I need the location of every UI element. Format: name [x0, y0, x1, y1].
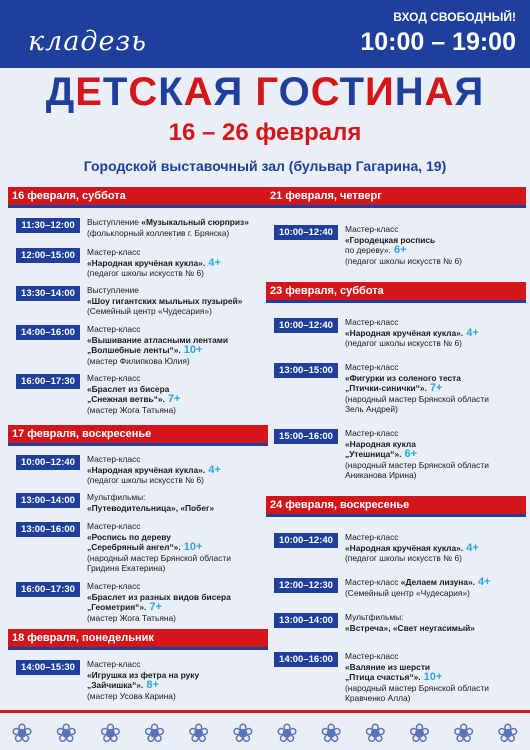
event-line: (мастер Жога Татьяна)	[87, 612, 176, 623]
event-line: Мастер-класс	[87, 373, 141, 383]
event-line: Зель Андрей)	[345, 404, 398, 414]
time-badge: 14:00–15:30	[16, 660, 80, 675]
age-rating: 7+	[426, 382, 443, 394]
event-line: «Фигурки из соленого теста	[345, 372, 461, 383]
event-line: „Серебряный ангел“». 10+	[87, 541, 203, 553]
event-line: «Народная кручёная кукла». 4+	[345, 326, 479, 339]
event-line: по дереву». 6+	[345, 244, 407, 256]
event-line: Мастер-класс	[345, 224, 399, 234]
day-header: 17 февраля, воскресенье	[8, 425, 268, 443]
event-line: (Семейный центр «Чудесария»)	[87, 306, 212, 316]
time-badge: 10:00–12:40	[274, 318, 338, 333]
event-line: „Птички-синички“». 7+	[345, 382, 443, 394]
title-letter: А	[183, 70, 214, 114]
free-entry-label: ВХОД СВОБОДНЫЙ!	[393, 10, 516, 24]
footer-icons	[0, 718, 530, 749]
age-rating: 4+	[205, 463, 221, 476]
event-line: Мастер-класс	[345, 362, 399, 372]
event-line: „Геометрия“». 7+	[87, 601, 162, 613]
day-header: 21 февраля, четверг	[266, 187, 526, 205]
snowflake-icon: ❀	[99, 718, 122, 748]
event-description	[87, 521, 231, 574]
time-badge: 16:00–17:30	[16, 374, 80, 389]
time-badge: 12:00–12:30	[274, 578, 338, 593]
event-description	[87, 324, 228, 366]
event-line: «Городецкая роспись	[345, 234, 436, 245]
event-line: (народный мастер Брянской области	[345, 393, 489, 404]
title-letter: О	[278, 70, 311, 114]
time-badge: 14:00–16:00	[16, 325, 80, 340]
event-line: «Шоу гигантских мыльных пузырей»	[87, 295, 243, 306]
event-description	[345, 577, 491, 598]
event-description	[87, 581, 231, 623]
header-banner	[0, 0, 530, 68]
title-letter: Е	[75, 70, 103, 114]
title-letter: И	[365, 70, 395, 114]
event-line: «Встреча», «Свет неугасимый»	[345, 622, 475, 633]
bird-icon: ❀	[11, 718, 33, 748]
event-description	[345, 651, 489, 704]
cat-icon: ❀	[55, 718, 78, 748]
age-rating: 4+	[475, 576, 491, 588]
angel-icon: ❀	[187, 718, 210, 748]
event-line: «Народная кручёная кукла». 4+	[87, 463, 221, 476]
bird-icon: ❀	[452, 718, 475, 748]
event-line: (мастер Усова Карина)	[87, 690, 176, 701]
footer-stripe	[0, 710, 530, 714]
title-letter: Н	[394, 70, 425, 114]
opening-hours: 10:00 – 19:00	[360, 28, 516, 56]
event-line: «Браслет из бисера	[87, 383, 170, 394]
logo: кладезь	[28, 26, 147, 57]
title-letter: Я	[213, 70, 244, 114]
title-letter: С	[128, 70, 159, 114]
page-title	[0, 70, 530, 115]
flower-icon: ❀	[320, 718, 343, 748]
age-rating: 4+	[463, 541, 479, 554]
day-header: 16 февраля, суббота	[8, 187, 268, 205]
fish-icon: ❀	[496, 718, 519, 748]
event-line: «Валяние из шерсти	[345, 661, 431, 672]
event-line: Выступление «Музыкальный сюрприз»	[87, 217, 249, 227]
time-badge: 13:00–15:00	[274, 363, 338, 378]
title-letter	[243, 70, 255, 114]
title-letter: Т	[339, 70, 366, 114]
event-description	[87, 492, 214, 513]
event-description	[87, 217, 249, 238]
event-description	[87, 454, 221, 486]
event-line: «Народная кукла	[345, 438, 416, 449]
event-line: „Зайчишка“». 8+	[87, 679, 159, 691]
age-rating: 4+	[205, 256, 221, 269]
age-rating: 8+	[143, 679, 159, 691]
age-rating: 7+	[146, 601, 162, 613]
event-line: Кравченко Алла)	[345, 693, 411, 703]
event-line: «Игрушка из фетра на руку	[87, 669, 200, 680]
event-line: (педагог школы искусств № 6)	[345, 553, 462, 563]
event-line: Мастер-класс	[345, 651, 399, 661]
event-line: Мастер-класс	[87, 454, 141, 464]
event-line: Аниканова Ирина)	[345, 470, 417, 480]
day-header: 18 февраля, понедельник	[8, 629, 268, 647]
event-line: (педагог школы искусств № 6)	[87, 268, 204, 278]
venue: Городской выставочный зал (бульвар Гагарина, 19)	[83, 158, 447, 174]
event-line: «Народная кручёная кукла». 4+	[345, 541, 479, 554]
event-description	[345, 428, 489, 481]
event-description	[345, 612, 475, 633]
time-badge: 10:00–12:40	[16, 455, 80, 470]
event-line: Мастер-класс	[87, 324, 141, 334]
event-line: „Волшебные ленты“». 10+	[87, 344, 203, 356]
day-header: 24 февраля, воскресенье	[266, 496, 526, 514]
event-line: «Народная кручёная кукла». 4+	[87, 256, 221, 269]
event-line: «Браслет из разных видов бисера	[87, 591, 231, 602]
age-rating: 10+	[180, 344, 203, 356]
title-letter: Д	[45, 70, 76, 114]
horse-icon: ❀	[364, 718, 387, 748]
age-rating: 10+	[180, 541, 203, 553]
event-line: (народный мастер Брянской области	[345, 682, 489, 693]
event-line: «Путеводительница», «Побег»	[87, 502, 215, 513]
bird-icon: ❀	[231, 718, 254, 748]
event-description	[87, 659, 199, 701]
event-line: Мастер-класс	[87, 581, 141, 591]
doll-icon: ❀	[276, 718, 298, 748]
event-line: Мастер-класс	[87, 521, 141, 531]
event-line: Гридина Екатерина)	[87, 563, 166, 573]
time-badge: 12:00–15:00	[16, 248, 80, 263]
event-line: «Вышивание атласными лентами	[87, 334, 229, 345]
event-line: Выступление	[87, 285, 139, 295]
time-badge: 10:00–12:40	[274, 225, 338, 240]
title-letter: С	[310, 70, 340, 114]
event-dates: 16 – 26 февраля	[168, 119, 362, 146]
angel-icon: ❀	[408, 718, 431, 748]
event-description	[87, 285, 242, 317]
teapot-icon: ❀	[143, 718, 166, 748]
event-line: Мастер-класс	[345, 317, 399, 327]
footer-decoration	[0, 710, 530, 750]
time-badge: 13:00–16:00	[16, 522, 80, 537]
age-rating: 4+	[463, 326, 479, 339]
time-badge: 10:00–12:40	[274, 533, 338, 548]
event-line: (педагог школы искусств № 6)	[345, 338, 462, 348]
title-letter: К	[158, 70, 184, 114]
event-line: Мультфильмы:	[345, 612, 404, 622]
title-letter: Я	[454, 70, 485, 114]
event-description	[345, 317, 479, 349]
time-badge: 15:00–16:00	[274, 429, 338, 444]
time-badge: 14:00–16:00	[274, 652, 338, 667]
event-line: Мастер-класс «Делаем лизуна». 4+	[345, 576, 491, 588]
event-line: Мастер-класс	[345, 532, 399, 542]
event-line: „Птица счастья“». 10+	[345, 671, 443, 683]
event-line: „Утешница“». 6+	[345, 448, 418, 460]
age-rating: 6+	[401, 448, 418, 460]
event-line: (мастер Филипкова Юлия)	[87, 355, 190, 366]
time-badge: 13:00–14:00	[274, 613, 338, 628]
day-header: 23 февраля, суббота	[266, 282, 526, 300]
event-line: (педагог школы искусств № 6)	[87, 475, 204, 485]
event-line: Мультфильмы:	[87, 492, 146, 502]
age-rating: 7+	[164, 393, 181, 405]
time-badge: 13:00–14:00	[16, 493, 80, 508]
age-rating: 10+	[420, 671, 443, 683]
event-line: (народный мастер Брянской области	[87, 552, 231, 563]
event-line: Мастер-класс	[345, 428, 399, 438]
event-description	[345, 362, 489, 415]
event-description	[345, 224, 462, 266]
event-description	[87, 247, 221, 279]
event-line: (народный мастер Брянской области	[345, 459, 489, 470]
event-line: „Снежная ветвь“». 7+	[87, 393, 181, 405]
event-line: (педагог школы искусств № 6)	[345, 255, 462, 266]
time-badge: 16:00–17:30	[16, 582, 80, 597]
title-letter: Т	[102, 70, 129, 114]
event-line: «Роспись по дереву	[87, 531, 171, 542]
title-letter: А	[424, 70, 455, 114]
age-rating: 6+	[390, 244, 407, 256]
time-badge: 13:30–14:00	[16, 286, 80, 301]
time-badge: 11:30–12:00	[16, 218, 80, 233]
event-description	[345, 532, 479, 564]
event-line: (фольклорный коллектив г. Брянска)	[87, 227, 230, 238]
event-line: (Семейный центр «Чудесария»)	[345, 587, 470, 598]
event-line: Мастер-класс	[87, 659, 141, 669]
event-description	[87, 373, 180, 415]
event-line: (мастер Жога Татьяна)	[87, 404, 176, 415]
event-line: Мастер-класс	[87, 247, 141, 257]
title-letter: Г	[255, 70, 279, 114]
